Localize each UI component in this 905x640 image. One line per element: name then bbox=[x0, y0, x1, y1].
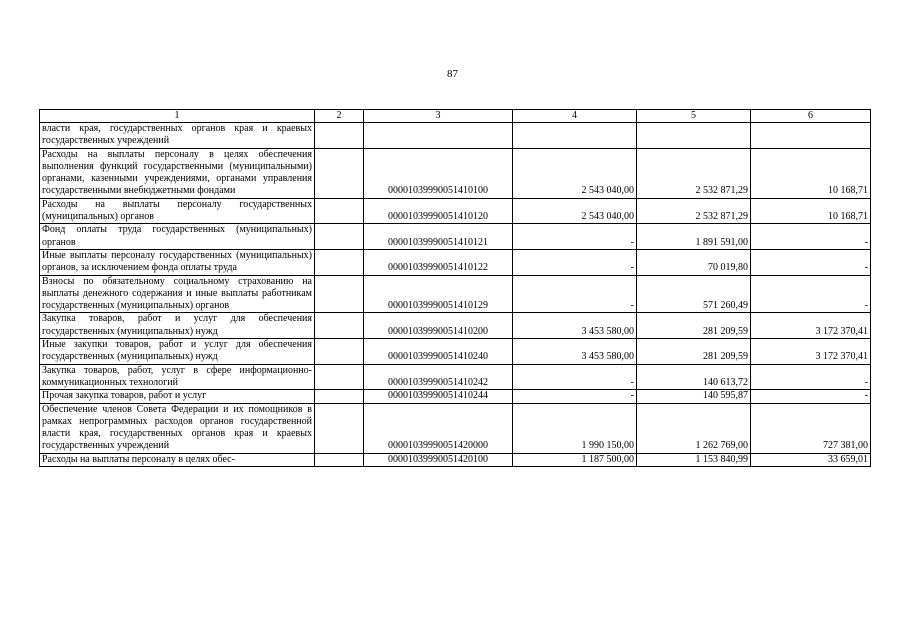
row-code-cell: 00001039990051410129 bbox=[364, 275, 513, 313]
row-remaining-cell: 727 381,00 bbox=[751, 403, 871, 453]
table-row bbox=[40, 453, 871, 466]
row-executed-cell: 281 209,59 bbox=[637, 339, 751, 365]
row-name-cell: Иные выплаты персоналу государственных (муниципальных) органов, за исключением фонда оплаты труда bbox=[40, 249, 315, 275]
table-row bbox=[40, 198, 871, 224]
row-executed-cell: 281 209,59 bbox=[637, 313, 751, 339]
row-name-cell: Прочая закупка товаров, работ и услуг bbox=[40, 390, 315, 403]
row-executed-cell: 70 019,80 bbox=[637, 249, 751, 275]
row-col2-cell bbox=[315, 148, 364, 198]
row-plan-cell: 2 543 040,00 bbox=[513, 148, 637, 198]
row-plan-cell: - bbox=[513, 390, 637, 403]
row-col2-cell bbox=[315, 339, 364, 365]
row-code-cell: 00001039990051410240 bbox=[364, 339, 513, 365]
row-code-cell: 00001039990051420000 bbox=[364, 403, 513, 453]
row-col2-cell bbox=[315, 390, 364, 403]
page-number: 87 bbox=[447, 68, 458, 80]
row-remaining-cell: - bbox=[751, 364, 871, 390]
row-code-cell: 00001039990051420100 bbox=[364, 453, 513, 466]
row-code-cell: 00001039990051410200 bbox=[364, 313, 513, 339]
row-code-cell: 00001039990051410120 bbox=[364, 198, 513, 224]
row-col2-cell bbox=[315, 453, 364, 466]
row-name-cell: Закупка товаров, работ и услуг для обеспечения государственных (муниципальных) нужд bbox=[40, 313, 315, 339]
row-plan-cell: - bbox=[513, 275, 637, 313]
row-remaining-cell: - bbox=[751, 249, 871, 275]
row-plan-cell: 1 187 500,00 bbox=[513, 453, 637, 466]
table-row bbox=[40, 249, 871, 275]
row-name-cell: Расходы на выплаты персоналу государственных (муниципальных) органов bbox=[40, 198, 315, 224]
row-remaining-cell: 3 172 370,41 bbox=[751, 313, 871, 339]
row-executed-cell: 2 532 871,29 bbox=[637, 148, 751, 198]
row-executed-cell: 1 153 840,99 bbox=[637, 453, 751, 466]
row-code-cell: 00001039990051410121 bbox=[364, 224, 513, 250]
row-executed-cell: 2 532 871,29 bbox=[637, 198, 751, 224]
row-col2-cell bbox=[315, 249, 364, 275]
table-row bbox=[40, 275, 871, 313]
table-row bbox=[40, 224, 871, 250]
row-remaining-cell: 10 168,71 bbox=[751, 148, 871, 198]
row-executed-cell: 571 260,49 bbox=[637, 275, 751, 313]
column-header: 6 bbox=[751, 110, 871, 123]
row-remaining-cell: 3 172 370,41 bbox=[751, 339, 871, 365]
table-row bbox=[40, 364, 871, 390]
row-plan-cell: 3 453 580,00 bbox=[513, 339, 637, 365]
row-remaining-cell: - bbox=[751, 224, 871, 250]
row-col2-cell bbox=[315, 403, 364, 453]
row-plan-cell: 3 453 580,00 bbox=[513, 313, 637, 339]
table-row bbox=[40, 339, 871, 365]
row-plan-cell bbox=[513, 123, 637, 149]
table-row bbox=[40, 403, 871, 453]
row-name-cell: власти края, государственных органов края и краевых государственных учреждений bbox=[40, 123, 315, 149]
row-col2-cell bbox=[315, 364, 364, 390]
row-name-cell: Расходы на выплаты персоналу в целях обеспечения выполнения функций государственными (муниципальными) органами, казенными учреждениями, органами управления государственными внебюджетными фондами bbox=[40, 148, 315, 198]
row-remaining-cell: - bbox=[751, 390, 871, 403]
table-row bbox=[40, 313, 871, 339]
row-plan-cell: 1 990 150,00 bbox=[513, 403, 637, 453]
row-remaining-cell: 10 168,71 bbox=[751, 198, 871, 224]
column-header: 5 bbox=[637, 110, 751, 123]
row-remaining-cell: 33 659,01 bbox=[751, 453, 871, 466]
row-col2-cell bbox=[315, 275, 364, 313]
row-code-cell: 00001039990051410100 bbox=[364, 148, 513, 198]
row-plan-cell: - bbox=[513, 249, 637, 275]
row-executed-cell: 140 595,87 bbox=[637, 390, 751, 403]
column-header: 1 bbox=[40, 110, 315, 123]
row-plan-cell: 2 543 040,00 bbox=[513, 198, 637, 224]
row-code-cell bbox=[364, 123, 513, 149]
row-name-cell: Закупка товаров, работ, услуг в сфере информационно-коммуникационных технологий bbox=[40, 364, 315, 390]
row-col2-cell bbox=[315, 198, 364, 224]
row-executed-cell: 1 262 769,00 bbox=[637, 403, 751, 453]
column-header: 3 bbox=[364, 110, 513, 123]
column-header: 4 bbox=[513, 110, 637, 123]
row-executed-cell bbox=[637, 123, 751, 149]
row-code-cell: 00001039990051410242 bbox=[364, 364, 513, 390]
row-col2-cell bbox=[315, 313, 364, 339]
table-row bbox=[40, 123, 871, 149]
row-plan-cell: - bbox=[513, 224, 637, 250]
column-header: 2 bbox=[315, 110, 364, 123]
table-row bbox=[40, 148, 871, 198]
row-name-cell: Обеспечение членов Совета Федерации и их помощников в рамках непрограммных расходов органов государственной власти края, государственных органов края и краевых государственных учреждений bbox=[40, 403, 315, 453]
row-executed-cell: 140 613,72 bbox=[637, 364, 751, 390]
table-header-row bbox=[40, 110, 871, 123]
row-remaining-cell: - bbox=[751, 275, 871, 313]
row-executed-cell: 1 891 591,00 bbox=[637, 224, 751, 250]
table-row bbox=[40, 390, 871, 403]
budget-table-body bbox=[40, 110, 871, 467]
row-code-cell: 00001039990051410122 bbox=[364, 249, 513, 275]
row-remaining-cell bbox=[751, 123, 871, 149]
row-name-cell: Расходы на выплаты персоналу в целях обес- bbox=[40, 453, 315, 466]
budget-table bbox=[39, 109, 871, 467]
row-col2-cell bbox=[315, 224, 364, 250]
row-name-cell: Фонд оплаты труда государственных (муниципальных) органов bbox=[40, 224, 315, 250]
row-col2-cell bbox=[315, 123, 364, 149]
row-plan-cell: - bbox=[513, 364, 637, 390]
row-name-cell: Взносы по обязательному социальному страхованию на выплаты денежного содержания и иные выплаты работникам государственных (муниципальных) органов bbox=[40, 275, 315, 313]
row-name-cell: Иные закупки товаров, работ и услуг для обеспечения государственных (муниципальных) нужд bbox=[40, 339, 315, 365]
row-code-cell: 00001039990051410244 bbox=[364, 390, 513, 403]
